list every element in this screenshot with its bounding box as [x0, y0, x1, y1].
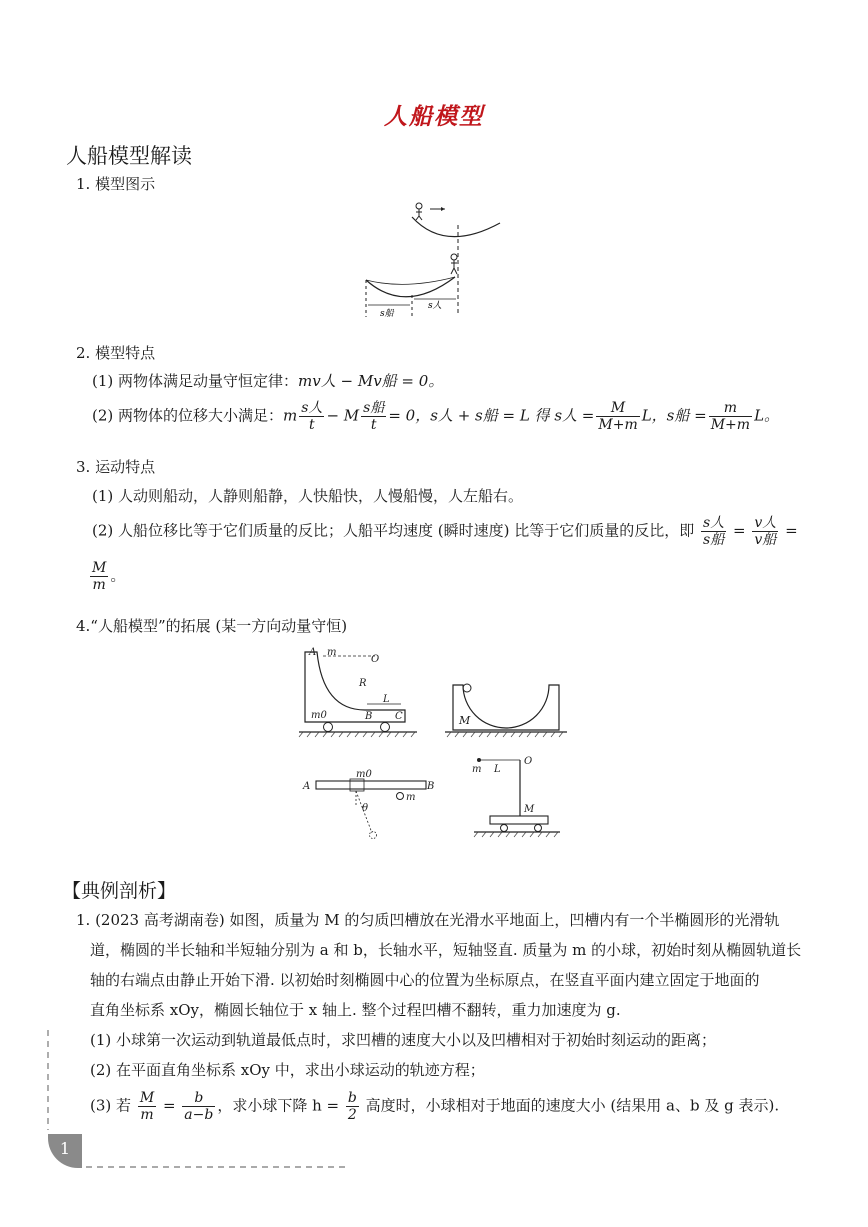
question-1-part-1: (1) 小球第一次运动到轨道最低点时，求凹槽的速度大小以及凹槽相对于初始时刻运动的距离；	[90, 1031, 717, 1049]
equals-sign: =	[733, 521, 746, 540]
label-A: A	[309, 647, 317, 658]
label-A2: A	[303, 781, 311, 792]
math-sum-equation: = 0，s人 + s船 = L 得 s人 =	[388, 406, 595, 425]
label-M: M	[459, 714, 471, 727]
math-L-end: L。	[754, 406, 780, 425]
item-3-point-2-cont	[88, 560, 125, 593]
math-minus-M: − M	[326, 406, 360, 425]
label-B: B	[365, 711, 373, 722]
math-m: m	[283, 406, 298, 425]
label-m3: m	[472, 764, 482, 775]
cart-frame-diagram	[468, 750, 568, 840]
item-2-point-2-text: (2) 两物体的位移大小满足：	[92, 406, 284, 425]
question-1-part-2: (2) 在平面直角坐标系 xOy 中，求出小球运动的轨迹方程；	[90, 1061, 485, 1079]
momentum-equation: mv人 − Mv船 = 0。	[298, 372, 444, 390]
person-boat-diagram	[350, 195, 510, 320]
fraction-b-a-minus-b: $\frac{b}{a-b}$	[184, 1090, 214, 1123]
quarter-circle-groove-diagram	[295, 642, 425, 742]
page-number: 1	[48, 1134, 82, 1168]
label-theta: θ	[362, 803, 369, 814]
question-1-line-3: 轴的右端点由静止开始下滑. 以初始时刻椭圆中心的位置为坐标原点，在竖直平面内建立固定于地面的	[90, 971, 760, 989]
label-m: m	[327, 647, 337, 658]
item-2-point-2	[92, 400, 779, 433]
part-3-end: 高度时，小球相对于地面的速度大小 (结果用 a、b 及 g 表示).	[365, 1096, 780, 1115]
semicircle-groove-diagram	[443, 680, 573, 740]
label-L: L	[383, 694, 390, 705]
fraction-m-over-Mm: $\frac{m}{M+m}$	[710, 400, 751, 433]
label-O: O	[371, 654, 380, 665]
page-title: 人船模型	[384, 103, 484, 130]
fraction-s-boat-t: $\frac{\text{s船}}{t}$	[363, 400, 385, 433]
part-3-middle: ，求小球下降 h =	[217, 1096, 340, 1115]
item-3-point-2	[92, 515, 798, 548]
question-1-line-1: 1. (2023 高考湖南卷) 如图，质量为 M 的匀质凹槽放在光滑水平地面上，凹槽内有一个半椭圆形的光滑轨	[76, 911, 780, 929]
question-1-line-2: 道，椭圆的半长轴和半短轴分别为 a 和 b，长轴水平，短轴竖直. 质量为 m 的小球，初始时刻从椭圆轨道长	[90, 941, 802, 959]
s-person-label: s人	[428, 301, 442, 311]
item-2-point-1-text: (1) 两物体满足动量守恒定律：	[92, 372, 299, 390]
part-3-prefix: (3) 若	[90, 1096, 132, 1115]
period: 。	[110, 566, 126, 585]
item-3-point-2-text: (2) 人船位移比等于它们质量的反比；人船平均速度 (瞬时速度) 比等于它们质量的反比，即	[92, 521, 695, 540]
fraction-M-over-Mm: $\frac{M}{M+m}$	[598, 400, 638, 433]
label-B2: B	[427, 781, 435, 792]
item-2-heading: 2. 模型特点	[76, 344, 156, 362]
fraction-v-ratio: $\frac{\text{v人}}{\text{v船}}$	[754, 515, 777, 548]
fraction-M-over-m: $\frac{M}{m}$	[92, 560, 107, 593]
label-R: R	[359, 678, 367, 689]
fraction-s-ratio: $\frac{\text{s人}}{\text{s船}}$	[703, 515, 725, 548]
equals-sign-2: =	[785, 521, 798, 540]
math-s-boat: L，s船 =	[641, 406, 707, 425]
label-m0-2: m0	[356, 769, 372, 780]
item-3-point-1: (1) 人动则船动，人静则船静，人快船快，人慢船慢，人左船右。	[92, 487, 524, 505]
part-3-equals: =	[162, 1096, 176, 1115]
page-corner-decoration	[40, 1030, 360, 1175]
fraction-s-person-t: $\frac{\text{s人}}{t}$	[301, 400, 323, 433]
section-heading-examples: 【典例剖析】	[62, 880, 177, 902]
label-m2: m	[406, 792, 416, 803]
fraction-M-m: $\frac{M}{m}$	[139, 1090, 155, 1123]
item-3-heading: 3. 运动特点	[76, 458, 156, 476]
label-L3: L	[494, 764, 501, 775]
label-m0: m0	[311, 710, 327, 721]
label-C: C	[395, 711, 403, 722]
label-O3: O	[524, 756, 533, 767]
item-2-point-1	[92, 370, 443, 391]
label-M3: M	[524, 804, 535, 815]
question-1-line-4: 直角坐标系 xOy，椭圆长轴位于 x 轴上. 整个过程凹槽不翻转，重力加速度为 g.	[90, 1001, 621, 1019]
rod-pendulum-diagram	[300, 765, 440, 845]
fraction-b-over-2: $\frac{b}{2}$	[347, 1090, 357, 1123]
s-boat-label: s船	[380, 309, 394, 319]
item-1-heading: 1. 模型图示	[76, 175, 156, 193]
section-heading-model: 人船模型解读	[66, 144, 192, 168]
item-4-heading: 4.“人船模型”的拓展 (某一方向动量守恒)	[76, 617, 348, 635]
